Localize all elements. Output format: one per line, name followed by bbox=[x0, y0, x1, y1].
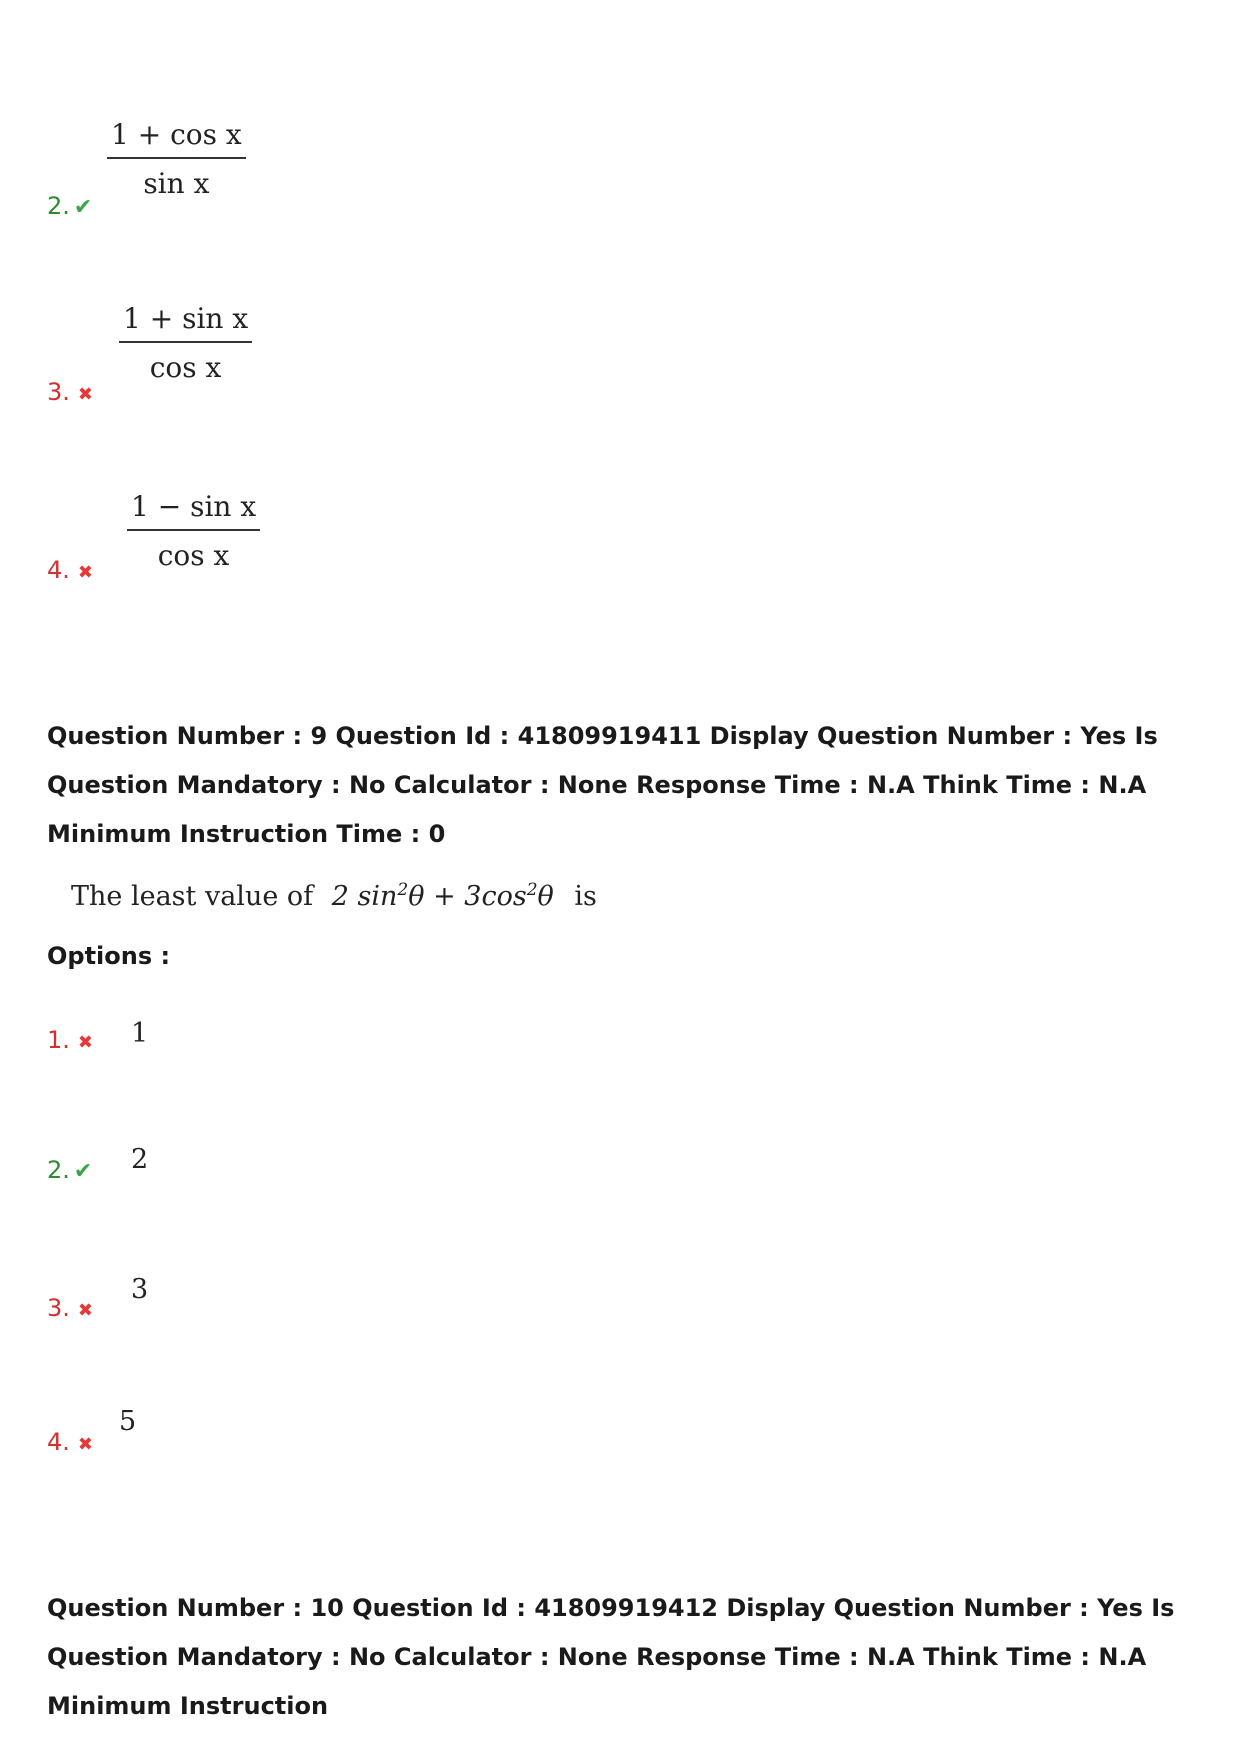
cross-icon: ✖ bbox=[77, 562, 93, 583]
fraction-denominator: cos x bbox=[157, 539, 230, 572]
option-number: 4. ✖ bbox=[47, 1428, 93, 1456]
option-fraction bbox=[119, 302, 252, 384]
question-9-meta: Question Number : 9 Question Id : 41809919411 Display Question Number : Yes Is Question Mandatory : No Calculator : None Response Time : N.A Think Time : N.A Minimum Instruction Time : 0 bbox=[47, 722, 1158, 848]
cross-icon: ✖ bbox=[77, 1434, 93, 1455]
fraction-numerator: 1 + cos x bbox=[107, 118, 246, 159]
option-value: 5 bbox=[119, 1406, 137, 1437]
option-value: 3 bbox=[131, 1274, 149, 1305]
option-number: 1. ✖ bbox=[47, 1026, 93, 1054]
fraction-numerator: 1 + sin x bbox=[119, 302, 252, 343]
option-number: 3. ✖ bbox=[47, 1294, 93, 1322]
question-text-prefix: The least value of bbox=[71, 881, 314, 912]
fraction-numerator: 1 − sin x bbox=[127, 490, 260, 531]
fraction-denominator: cos x bbox=[149, 351, 222, 384]
cross-icon: ✖ bbox=[77, 1300, 93, 1321]
q9-option-4 bbox=[47, 1406, 247, 1466]
option-value: 2 bbox=[131, 1144, 149, 1175]
question-9-text bbox=[71, 880, 597, 912]
cross-icon: ✖ bbox=[77, 1032, 93, 1053]
question-10-meta: Question Number : 10 Question Id : 41809919412 Display Question Number : Yes Is Question Mandatory : No Calculator : None Response Time : N.A Think Time : N.A Minimum Instruction bbox=[47, 1594, 1175, 1720]
cross-icon: ✖ bbox=[77, 384, 93, 405]
option-value: 1 bbox=[131, 1018, 149, 1049]
option-fraction bbox=[127, 490, 260, 572]
q9-option-3 bbox=[47, 1274, 247, 1334]
check-icon: ✔ bbox=[73, 1159, 93, 1184]
option-number: 4. ✖ bbox=[47, 556, 93, 584]
question-text-suffix: is bbox=[574, 881, 597, 912]
fraction-denominator: sin x bbox=[143, 167, 210, 200]
q9-option-1 bbox=[47, 1018, 247, 1078]
options-label: Options : bbox=[47, 942, 171, 970]
check-icon: ✔ bbox=[73, 195, 93, 220]
option-number: 2. ✔ bbox=[47, 192, 93, 220]
question-expression: 2 $\sin^2\theta + 3\cos^2\theta$ bbox=[331, 880, 554, 912]
q9-option-2 bbox=[47, 1144, 247, 1204]
option-fraction bbox=[107, 118, 246, 200]
option-number: 2. ✔ bbox=[47, 1156, 93, 1184]
option-number: 3. ✖ bbox=[47, 378, 93, 406]
